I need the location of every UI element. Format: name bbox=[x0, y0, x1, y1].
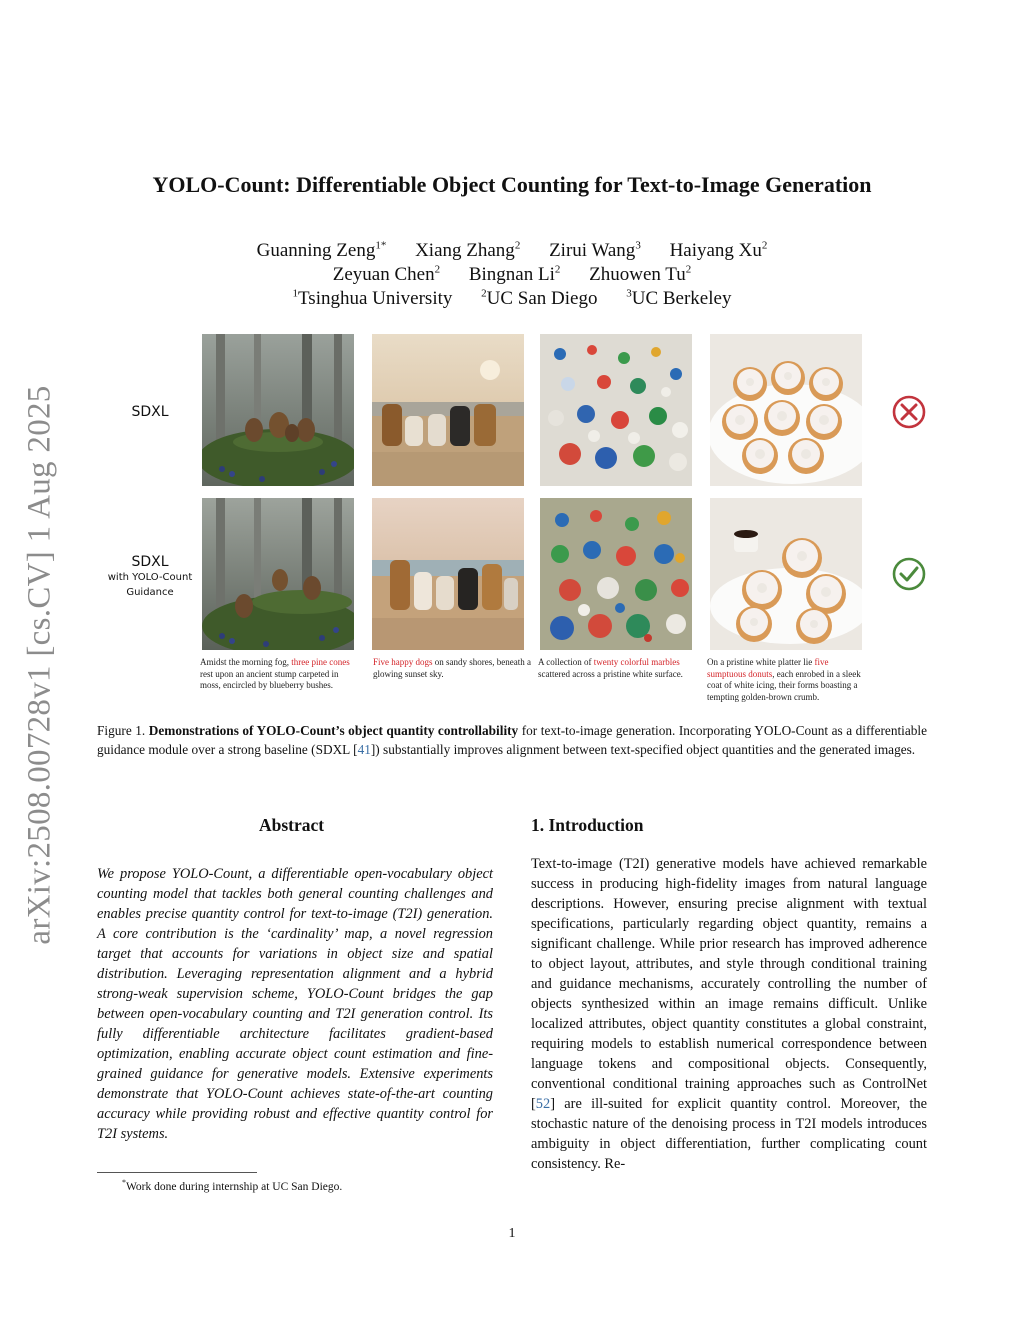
affiliation: $^2$UC San Diego bbox=[481, 287, 598, 309]
introduction-body: Text-to-image (T2I) generative models have achieved remarkable success in producing high-fidelity images from natural language descriptions. However, ensuring precise alignment with textual specifications, particularly regarding object quantity, remains a significant challenge. While prior research has improved adherence to object layout, attributes, and style through conditional training and guidance mechanisms, accurately controlling the number of objects synthesized within an image remains difficult. Unlike localized attributes, object quantity constitutes a global constraint, requiring models to establish numerical correspondence between language tokens and compositional objects. Consequently, conventional conditional training approaches such as ControlNet [52] are ill-suited for explicit quantity control. Moreover, the stochastic nature of the denoising process in T2I models introduces ambiguity in object differentiation, further complicating count consistency. Re- bbox=[531, 856, 927, 1172]
prompt-caption: A collection of twenty colorful marbles scattered across a pristine white surface. bbox=[538, 657, 683, 679]
image-pinecones-guided bbox=[202, 498, 354, 650]
figure-1 bbox=[96, 330, 936, 720]
arxiv-identifier: arXiv:2508.00728v1 [cs.CV] 1 Aug 2025 bbox=[21, 385, 58, 945]
image-pinecones-sdxl bbox=[202, 334, 354, 486]
author: Zeyuan Chen$^2$ bbox=[332, 263, 441, 285]
affiliation: $^1$Tsinghua University bbox=[292, 287, 453, 309]
row-label-sdxl: SDXL bbox=[131, 404, 169, 420]
citation-link[interactable]: 41 bbox=[357, 741, 371, 757]
fail-x-icon bbox=[891, 394, 927, 430]
abstract-body: We propose YOLO-Count, a differentiable open-vocabulary object counting model that tackles both general counting challenges and enables precise quantity control for text-to-image (T2I) generation. A core contribution is the ‘cardinality’ map, a novel regression target that accounts for variations in object size and spatial distribution. Leveraging representation alignment and a hybrid strong-weak supervision scheme, YOLO-Count bridges the gap between open-vocabulary counting and T2I generation control. Its fully differentiable architecture facilitates gradient-based optimization, enabling accurate object count estimation and fine-grained guidance for generative models. Extensive experiments demonstrate that YOLO-Count achieves state-of-the-art counting accuracy while providing robust and effective quantity control for T2I systems. bbox=[97, 866, 493, 1142]
row-label-sdxl-guided: SDXL with YOLO-Count Guidance bbox=[107, 554, 193, 598]
citation-link[interactable]: 52 bbox=[535, 1096, 551, 1112]
affiliations bbox=[0, 288, 1024, 310]
arxiv-stamp bbox=[0, 375, 80, 955]
prompt-caption: Amidst the morning fog, three pine cones rest upon an ancient stump carpeted in moss, encircled by blueberry bushes. bbox=[200, 657, 350, 690]
footnote-rule bbox=[97, 1172, 257, 1173]
abstract-heading: Abstract bbox=[259, 815, 325, 835]
prompt-caption: Five happy dogs on sandy shores, beneath a glowing sunset sky. bbox=[373, 657, 531, 679]
author-line-1 bbox=[0, 240, 1024, 262]
image-marbles-guided bbox=[540, 498, 692, 650]
author: Haiyang Xu$^2$ bbox=[669, 239, 768, 261]
author: Bingnan Li$^2$ bbox=[468, 263, 561, 285]
author: Guanning Zeng$^{1*}$ bbox=[256, 239, 387, 261]
image-donuts-guided bbox=[710, 498, 862, 650]
success-check-icon bbox=[891, 556, 927, 592]
image-donuts-sdxl bbox=[710, 334, 862, 486]
author-line-2 bbox=[0, 264, 1024, 286]
introduction-heading: 1. Introduction bbox=[531, 815, 644, 835]
page-number: 1 bbox=[508, 1226, 516, 1241]
image-dogs-sdxl bbox=[372, 334, 524, 486]
image-marbles-sdxl bbox=[540, 334, 692, 486]
affiliation: $^3$UC Berkeley bbox=[626, 287, 732, 309]
author: Xiang Zhang$^2$ bbox=[415, 239, 521, 261]
footnote: *Work done during internship at UC San Diego. bbox=[122, 1178, 343, 1193]
author: Zhuowen Tu$^2$ bbox=[589, 263, 692, 285]
image-dogs-guided bbox=[372, 498, 524, 650]
prompt-caption: On a pristine white platter lie five sumptuous donuts, each enrobed in a sleek coat of white icing, their forms boasting a tempting golden-brown crumb. bbox=[707, 657, 861, 702]
figure-caption: Figure 1. Demonstrations of YOLO-Count’s object quantity controllability for text-to-image generation. Incorporating YOLO-Count as a differentiable guidance module over a strong baseline (SDXL [41]) substantially improves alignment between text-specified object quantities and the generated images. bbox=[97, 723, 928, 757]
paper-title: YOLO-Count: Differentiable Object Counting for Text-to-Image Generation bbox=[152, 172, 872, 197]
author: Zirui Wang$^3$ bbox=[549, 239, 641, 261]
